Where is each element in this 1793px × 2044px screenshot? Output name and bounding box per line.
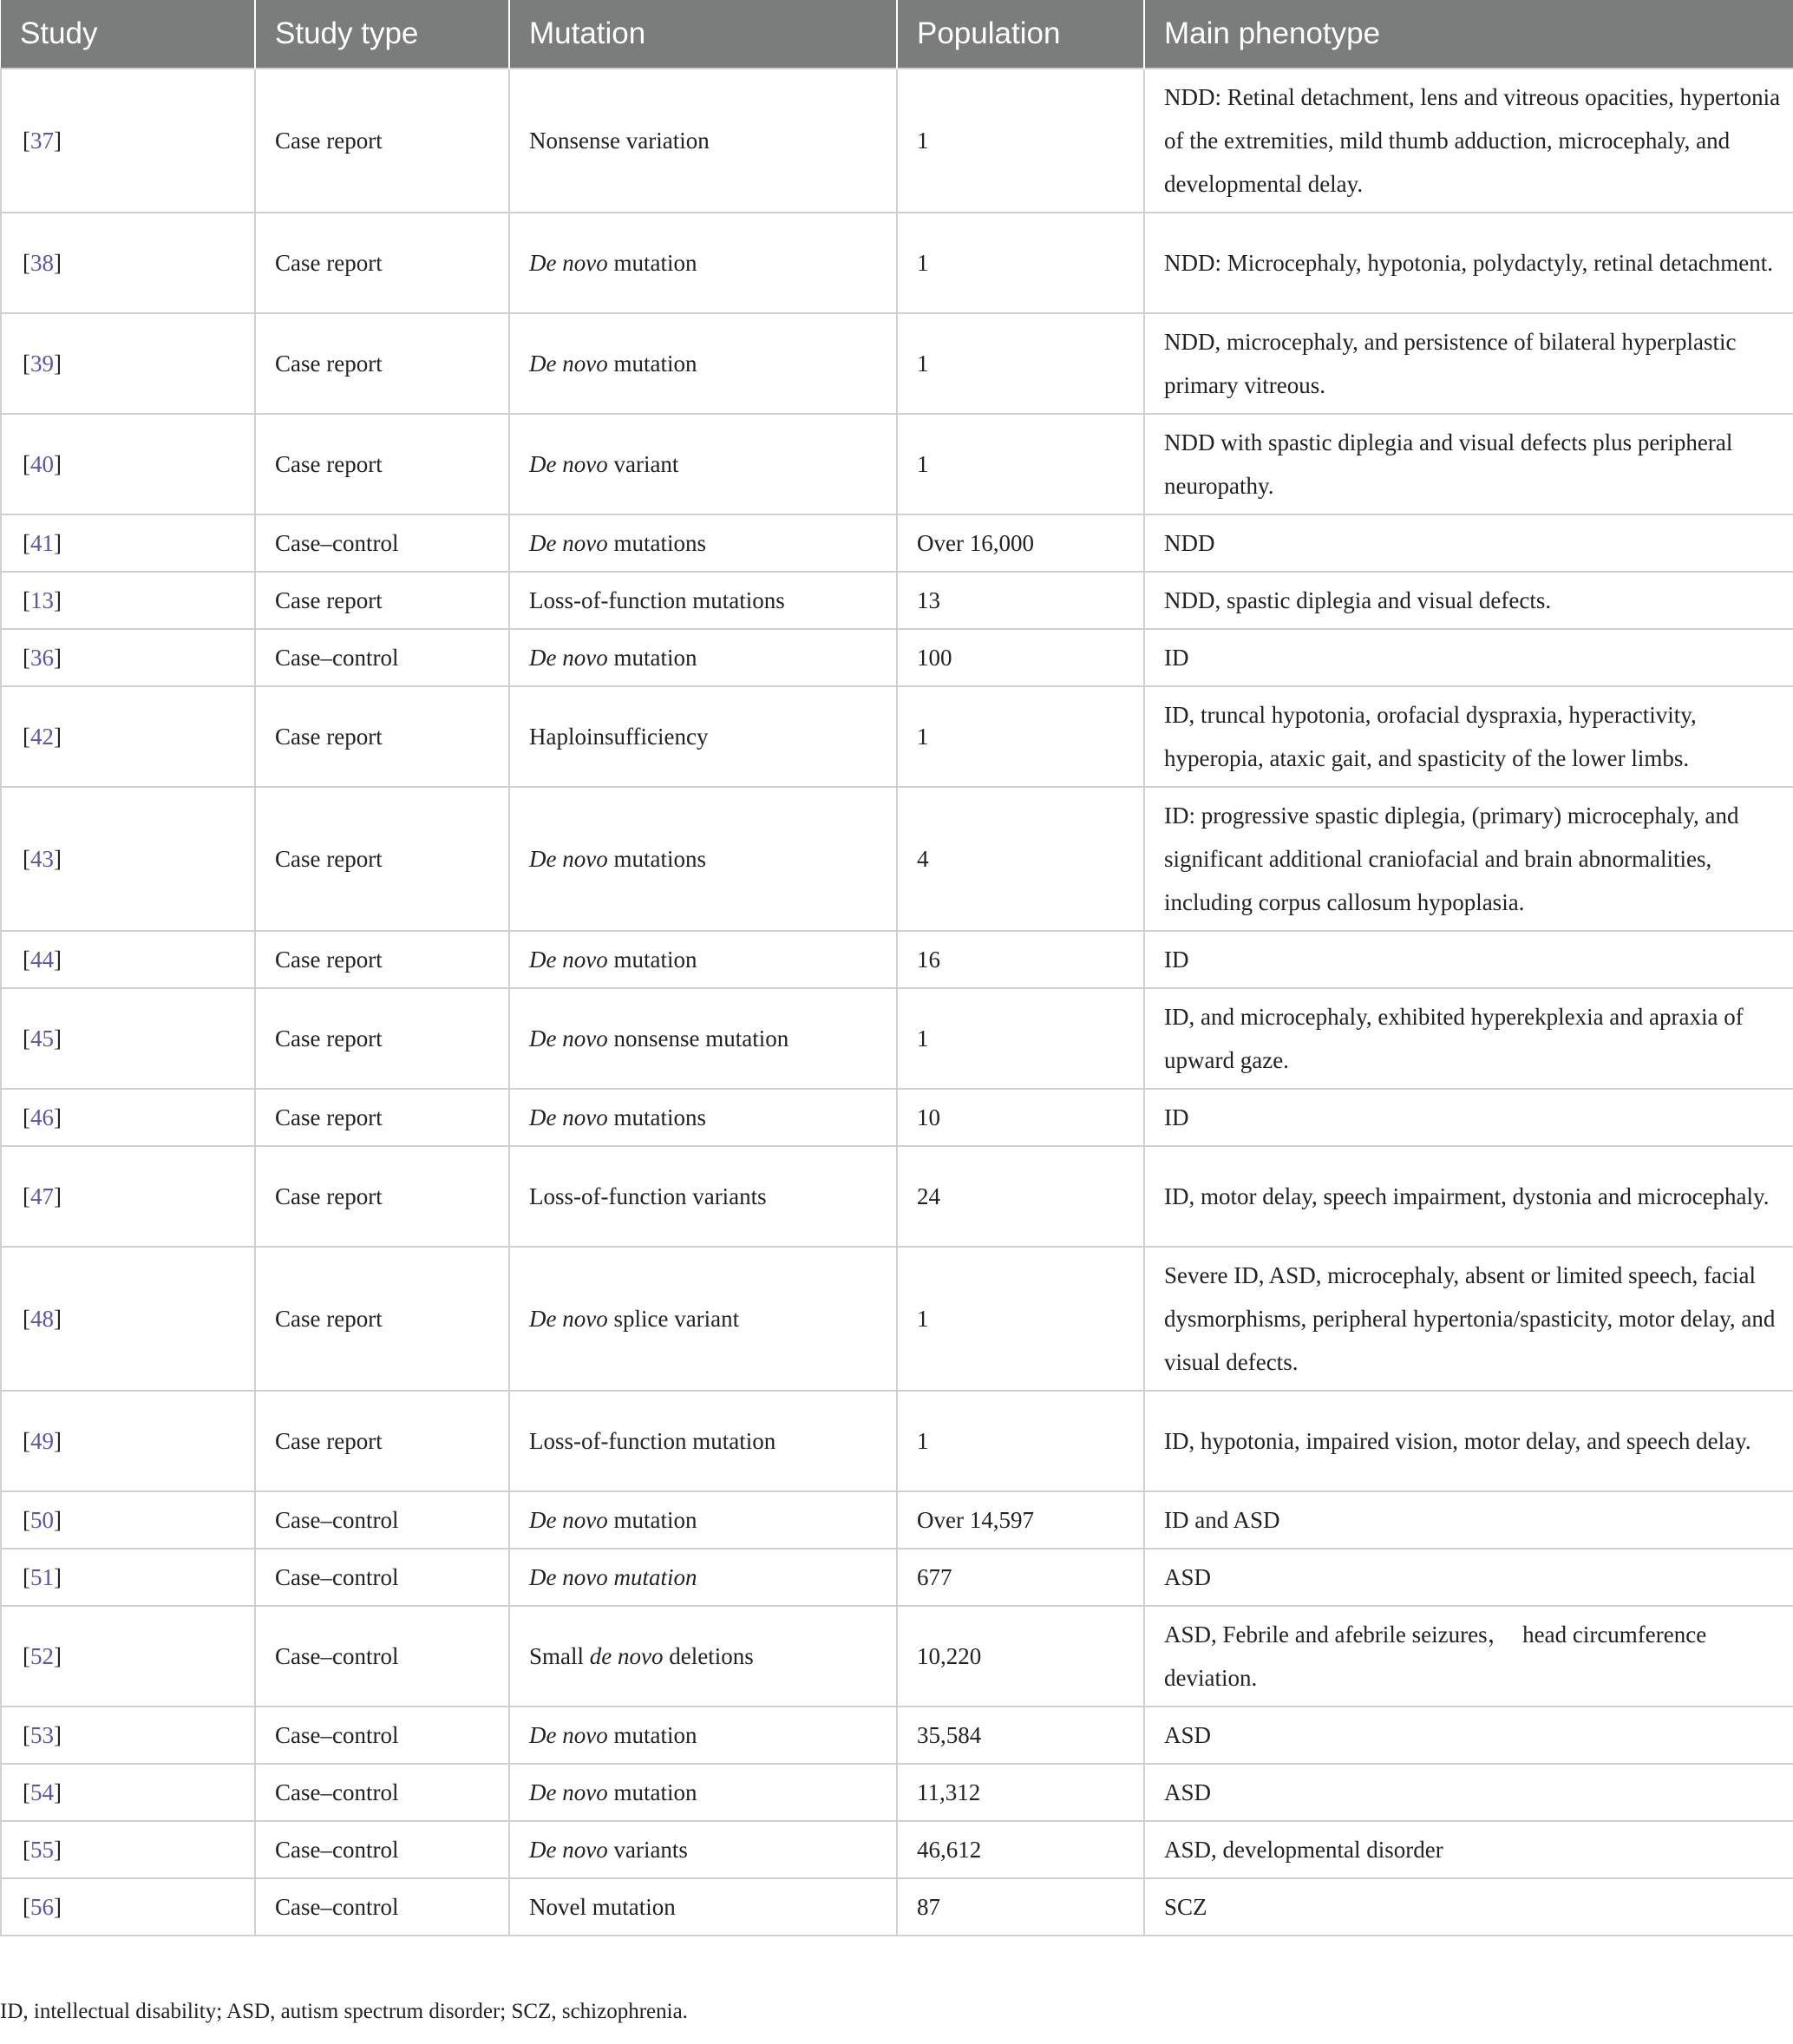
table-row [1,1089,1793,1146]
cell-study-type: Case–control [255,629,509,686]
cell-study: [55] [1,1821,255,1878]
cell-population: 16 [897,931,1144,988]
cell-population: 1 [897,313,1144,414]
cell-main-phenotype: ID: progressive spastic diplegia, (primary) microcephaly, and significant additional craniofacial and brain abnormalities, including corpus callosum hypoplasia. [1144,787,1793,931]
cell-study-type: Case report [255,1391,509,1491]
cell-mutation [509,1089,897,1146]
cell-population: 13 [897,572,1144,629]
cell-study: [46] [1,1089,255,1146]
cell-mutation [509,1764,897,1821]
table-row [1,514,1793,572]
table-row [1,313,1793,414]
table-row [1,69,1793,213]
cell-study: [52] [1,1606,255,1707]
cell-main-phenotype: NDD with spastic diplegia and visual defects plus peripheral neuropathy. [1144,414,1793,514]
header-row [1,0,1793,69]
cell-study: [47] [1,1146,255,1247]
cell-main-phenotype: NDD: Microcephaly, hypotonia, polydactyly, retinal detachment. [1144,213,1793,313]
header-study-type: Study type [255,0,509,69]
table-row [1,1707,1793,1764]
cell-population: 87 [897,1878,1144,1936]
cell-study: [39] [1,313,255,414]
mutation-italic: De novo [529,947,608,973]
header-population: Population [897,0,1144,69]
cell-population: Over 16,000 [897,514,1144,572]
cell-main-phenotype: ASD, developmental disorder [1144,1821,1793,1878]
cell-main-phenotype: ID, and microcephaly, exhibited hyperekplexia and apraxia of upward gaze. [1144,988,1793,1089]
mutation-text: mutation [607,250,697,276]
mutation-text: mutation [607,1779,697,1805]
table-row [1,572,1793,629]
reference-link[interactable]: 55 [30,1837,54,1863]
mutation-italic: De novo [529,451,608,477]
cell-study-type: Case report [255,931,509,988]
cell-study-type: Case report [255,213,509,313]
cell-main-phenotype: ID [1144,629,1793,686]
header-main-phenotype: Main phenotype [1144,0,1793,69]
cell-population: 10,220 [897,1606,1144,1707]
reference-link[interactable]: 56 [30,1894,54,1920]
mutation-italic: De novo [529,1306,608,1332]
cell-study-type: Case–control [255,1491,509,1549]
cell-study-type: Case report [255,1146,509,1247]
mutation-italic: De novo mutation [529,1564,697,1590]
cell-main-phenotype: NDD, spastic diplegia and visual defects. [1144,572,1793,629]
cell-study: [49] [1,1391,255,1491]
cell-mutation [509,1491,897,1549]
reference-link[interactable]: 54 [30,1779,54,1805]
cell-mutation [509,1878,897,1936]
cell-population: 4 [897,787,1144,931]
cell-study-type: Case–control [255,514,509,572]
cell-population: Over 14,597 [897,1491,1144,1549]
cell-study-type: Case report [255,1089,509,1146]
table-row [1,1146,1793,1247]
reference-link[interactable]: 39 [30,350,54,377]
table-row [1,1878,1793,1936]
reference-link[interactable]: 46 [30,1104,54,1130]
cell-study-type: Case report [255,787,509,931]
mutation-italic: De novo [529,1025,608,1051]
cell-main-phenotype: ID [1144,931,1793,988]
table-row [1,787,1793,931]
reference-link[interactable]: 13 [30,587,54,613]
mutation-text: mutation [607,1722,697,1748]
cell-mutation [509,1606,897,1707]
cell-main-phenotype: Severe ID, ASD, microcephaly, absent or limited speech, facial dysmorphisms, peripheral hypertonia/spasticity, motor delay, and visual defects. [1144,1247,1793,1391]
mutation-text: mutations [607,846,706,872]
table-row [1,1491,1793,1549]
cell-mutation [509,69,897,213]
cell-mutation [509,213,897,313]
cell-mutation [509,1146,897,1247]
cell-mutation [509,572,897,629]
cell-main-phenotype: ID, hypotonia, impaired vision, motor delay, and speech delay. [1144,1391,1793,1491]
cell-study-type: Case report [255,313,509,414]
cell-mutation [509,1549,897,1606]
cell-population: 100 [897,629,1144,686]
cell-mutation [509,414,897,514]
cell-main-phenotype: ID [1144,1089,1793,1146]
cell-study: [42] [1,686,255,787]
cell-study-type: Case report [255,69,509,213]
reference-link[interactable]: 43 [30,846,54,872]
reference-link[interactable]: 36 [30,645,54,671]
cell-study: [53] [1,1707,255,1764]
mutation-italic: De novo [529,1837,608,1863]
mutation-text: Loss-of-function variants [529,1183,767,1209]
mutation-text: mutations [607,530,706,556]
cell-study: [38] [1,213,255,313]
cell-population: 35,584 [897,1707,1144,1764]
table-row [1,629,1793,686]
table-row [1,988,1793,1089]
cell-population: 24 [897,1146,1144,1247]
table-row [1,1549,1793,1606]
reference-link[interactable]: 51 [30,1564,54,1590]
cell-study: [56] [1,1878,255,1936]
reference-link[interactable]: 53 [30,1722,54,1748]
mutation-text: mutations [607,1104,706,1130]
mutation-text: Novel mutation [529,1894,676,1920]
cell-study-type: Case–control [255,1878,509,1936]
cell-study-type: Case–control [255,1606,509,1707]
cell-study-type: Case report [255,1247,509,1391]
cell-study-type: Case report [255,686,509,787]
cell-mutation [509,1247,897,1391]
mutation-italic: de novo [589,1643,664,1669]
cell-main-phenotype: ASD, Febrile and afebrile seizures， head circumference deviation. [1144,1606,1793,1707]
cell-study: [54] [1,1764,255,1821]
reference-link[interactable]: 41 [30,530,54,556]
cell-study-type: Case report [255,988,509,1089]
cell-population: 1 [897,988,1144,1089]
cell-population: 1 [897,414,1144,514]
mutation-italic: De novo [529,846,608,872]
mutation-text: mutation [607,947,697,973]
table-row [1,931,1793,988]
table-header [1,0,1793,69]
header-mutation: Mutation [509,0,897,69]
cell-study: [48] [1,1247,255,1391]
mutation-italic: De novo [529,645,608,671]
mutation-text: variant [607,451,679,477]
mutation-text: mutation [607,1507,697,1533]
cell-study: [41] [1,514,255,572]
cell-main-phenotype: NDD, microcephaly, and persistence of bilateral hyperplastic primary vitreous. [1144,313,1793,414]
table-row [1,213,1793,313]
cell-mutation [509,787,897,931]
mutation-italic: De novo [529,1779,608,1805]
mutation-text: splice variant [607,1306,740,1332]
cell-population: 10 [897,1089,1144,1146]
mutation-text: mutation [607,645,697,671]
table-body [1,69,1793,1936]
cell-study: [36] [1,629,255,686]
reference-link[interactable]: 44 [30,947,54,973]
cell-mutation [509,1391,897,1491]
mutation-italic: De novo [529,530,608,556]
reference-link[interactable]: 47 [30,1183,54,1209]
mutation-text: Haploinsufficiency [529,724,709,750]
cell-main-phenotype: NDD [1144,514,1793,572]
cell-mutation [509,1707,897,1764]
cell-main-phenotype: ID, truncal hypotonia, orofacial dyspraxia, hyperactivity, hyperopia, ataxic gait, and spasticity of the lower limbs. [1144,686,1793,787]
cell-population: 677 [897,1549,1144,1606]
reference-link[interactable]: 42 [30,724,54,750]
table-row [1,1764,1793,1821]
cell-study: [37] [1,69,255,213]
table-row [1,1247,1793,1391]
cell-population: 11,312 [897,1764,1144,1821]
mutation-text: variants [607,1837,688,1863]
mutation-text: Loss-of-function mutation [529,1428,776,1454]
cell-main-phenotype: ID, motor delay, speech impairment, dystonia and microcephaly. [1144,1146,1793,1247]
cell-mutation [509,1821,897,1878]
cell-population: 1 [897,213,1144,313]
cell-mutation [509,988,897,1089]
cell-population: 1 [897,1391,1144,1491]
reference-link[interactable]: 50 [30,1507,54,1533]
reference-link[interactable]: 49 [30,1428,54,1454]
cell-study: [44] [1,931,255,988]
cell-main-phenotype: ID and ASD [1144,1491,1793,1549]
reference-link[interactable]: 45 [30,1025,54,1051]
reference-link[interactable]: 48 [30,1306,54,1332]
cell-main-phenotype: ASD [1144,1707,1793,1764]
cell-mutation [509,931,897,988]
cell-study-type: Case report [255,414,509,514]
cell-study-type: Case–control [255,1549,509,1606]
table-row [1,414,1793,514]
cell-population: 46,612 [897,1821,1144,1878]
mutation-text: Nonsense variation [529,128,710,154]
mutation-text: Loss-of-function mutations [529,587,785,613]
table-row [1,1821,1793,1878]
cell-study-type: Case–control [255,1821,509,1878]
cell-main-phenotype: NDD: Retinal detachment, lens and vitreous opacities, hypertonia of the extremities, mild thumb adduction, microcephaly, and developmental delay. [1144,69,1793,213]
cell-study-type: Case–control [255,1707,509,1764]
header-study: Study [1,0,255,69]
mutation-italic: De novo [529,350,608,377]
cell-study: [43] [1,787,255,931]
cell-study: [40] [1,414,255,514]
mutation-text: deletions [663,1643,754,1669]
cell-main-phenotype: ASD [1144,1764,1793,1821]
cell-population: 1 [897,1247,1144,1391]
mutation-prefix: Small [529,1643,590,1669]
table-row [1,686,1793,787]
mutation-italic: De novo [529,250,608,276]
mutation-italic: De novo [529,1722,608,1748]
cell-population: 1 [897,686,1144,787]
cell-main-phenotype: ASD [1144,1549,1793,1606]
cell-study: [51] [1,1549,255,1606]
mutation-italic: De novo [529,1507,608,1533]
reference-link[interactable]: 37 [30,128,54,154]
mutation-text: nonsense mutation [607,1025,789,1051]
cell-study: [50] [1,1491,255,1549]
table-footnote: ID, intellectual disability; ASD, autism spectrum disorder; SCZ, schizophrenia. [0,2000,688,2023]
cell-study-type: Case–control [255,1764,509,1821]
mutation-italic: De novo [529,1104,608,1130]
cell-study-type: Case report [255,572,509,629]
reference-link[interactable]: 40 [30,451,54,477]
cell-mutation [509,514,897,572]
cell-mutation [509,686,897,787]
reference-link[interactable]: 38 [30,250,54,276]
table-row [1,1391,1793,1491]
cell-study: [45] [1,988,255,1089]
cell-population: 1 [897,69,1144,213]
cell-mutation [509,629,897,686]
table-row [1,1606,1793,1707]
mutation-text: mutation [607,350,697,377]
reference-link[interactable]: 52 [30,1643,54,1669]
cell-mutation [509,313,897,414]
cell-main-phenotype: SCZ [1144,1878,1793,1936]
cell-study: [13] [1,572,255,629]
